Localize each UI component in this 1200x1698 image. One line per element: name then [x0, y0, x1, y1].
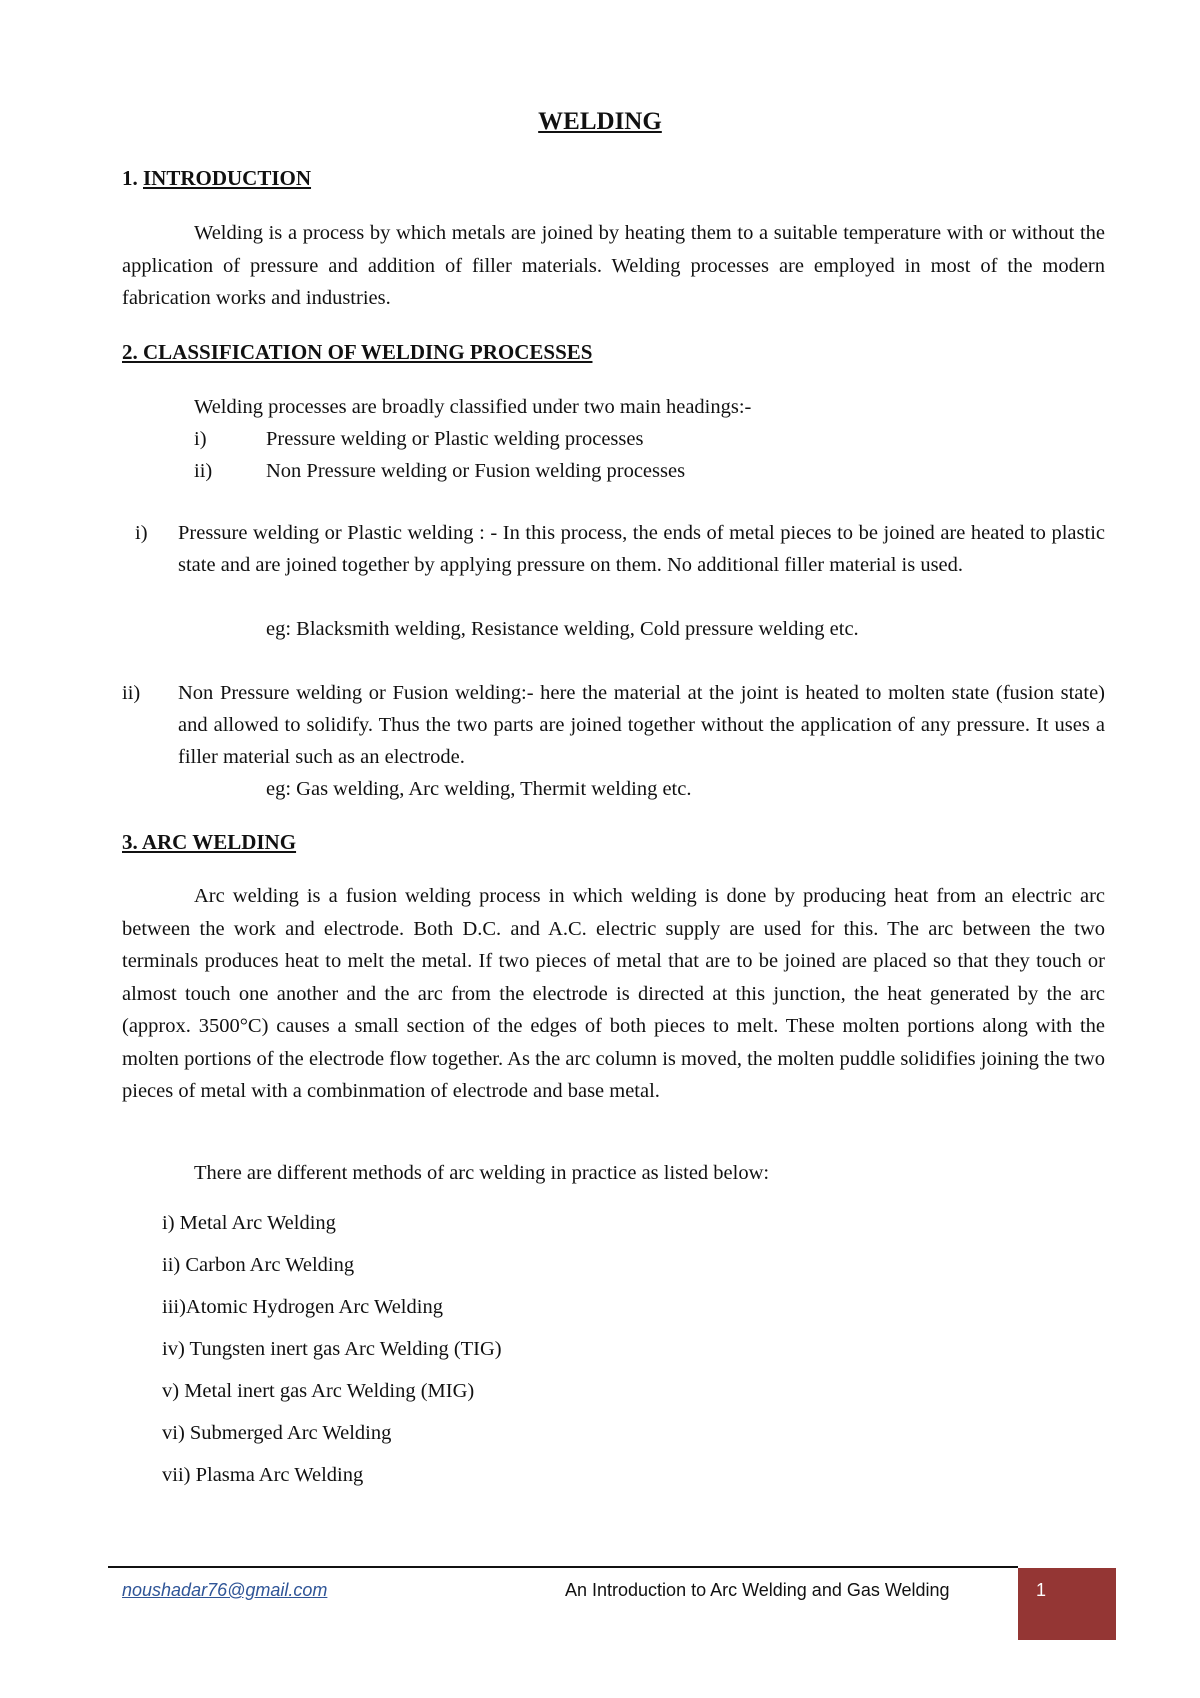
section-heading-arc-welding — [122, 830, 296, 855]
definition-example: eg: Gas welding, Arc welding, Thermit welding etc. — [266, 778, 692, 800]
list-item-text: Pressure welding or Plastic welding processes — [266, 428, 644, 450]
list-marker: iv) — [162, 1338, 185, 1360]
list-item-text: Carbon Arc Welding — [185, 1254, 355, 1276]
document-title: WELDING — [538, 108, 662, 135]
classification-intro: Welding processes are broadly classified under two main headings:- — [194, 396, 752, 418]
list-item — [162, 1252, 354, 1278]
list-marker: ii) — [162, 1254, 181, 1276]
list-item-text: Tungsten inert gas Arc Welding (TIG) — [189, 1338, 502, 1360]
arc-welding-paragraph — [122, 880, 1105, 1108]
definition-marker: i) — [135, 522, 148, 544]
introduction-paragraph — [122, 217, 1105, 315]
page-number-box — [1018, 1568, 1116, 1640]
list-item-text: Submerged Arc Welding — [189, 1422, 392, 1444]
introduction-text: Welding is a process by which metals are joined by heating them to a suitable temperature with or without the application of pressure and addition of filler materials. Welding processes are employed in most of the modern fabrication works and industries. — [122, 222, 1105, 309]
list-item — [162, 1420, 391, 1446]
footer-title: An Introduction to Arc Welding and Gas Welding — [565, 1580, 950, 1600]
list-item — [194, 458, 212, 484]
list-item — [194, 426, 207, 452]
section-heading-introduction — [122, 166, 311, 191]
list-item — [162, 1462, 363, 1488]
list-marker: v) — [162, 1380, 180, 1402]
definition-pressure-welding: Pressure welding or Plastic welding : - In this process, the ends of metal pieces to be joined are heated to plastic state and are joined together by applying pressure on them. No additional filler material is used. — [178, 522, 1105, 576]
section-number: 1. — [122, 166, 138, 190]
section-heading-text: INTRODUCTION — [143, 166, 312, 190]
list-item — [162, 1294, 443, 1320]
section-heading-text: 2. CLASSIFICATION OF WELDING PROCESSES — [122, 340, 593, 364]
list-item — [162, 1336, 502, 1362]
list-item — [162, 1210, 336, 1236]
list-item-text: Metal inert gas Arc Welding (MIG) — [184, 1380, 475, 1402]
list-item — [162, 1378, 474, 1404]
list-marker: i) — [194, 428, 207, 450]
list-item-text: Non Pressure welding or Fusion welding processes — [266, 460, 686, 482]
footer-email-link[interactable]: noushadar76@gmail.com — [122, 1580, 328, 1600]
section-heading-classification — [122, 340, 592, 365]
arc-welding-text: Arc welding is a fusion welding process in which welding is done by producing heat from an electric arc between the work and electrode. Both D.C. and A.C. electric supply are used for this. The arc between the two terminals produces heat to melt the metal. If two pieces of metal that are to be joined are placed so that they touch or almost touch one another and the arc from the electrode is directed at this junction, the heat generated by the arc (approx. 3500°C) causes a small section of the edges of both pieces to melt. These molten portions along with the molten portions of the electrode flow together. As the arc column is moved, the molten puddle solidifies joining the two pieces of metal with a combinmation of electrode and base metal. — [122, 885, 1105, 1102]
list-item-text: Plasma Arc Welding — [195, 1464, 364, 1486]
list-marker: iii) — [162, 1296, 186, 1318]
definition-marker: ii) — [122, 682, 141, 704]
list-marker: ii) — [194, 460, 213, 482]
methods-intro: There are different methods of arc welding in practice as listed below: — [194, 1162, 770, 1184]
definition-fusion-welding: Non Pressure welding or Fusion welding:- here the material at the joint is heated to molten state (fusion state) and allowed to solidify. Thus the two parts are joined together without the application of any pressure. It uses a filler material such as an electrode. — [178, 682, 1105, 768]
list-item-text: Metal Arc Welding — [179, 1212, 336, 1234]
list-marker: i) — [162, 1212, 175, 1234]
definition-example: eg: Blacksmith welding, Resistance welding, Cold pressure welding etc. — [266, 618, 859, 640]
section-heading-text: 3. ARC WELDING — [122, 830, 297, 854]
footer-divider — [108, 1566, 1018, 1568]
page-number: 1 — [1036, 1580, 1047, 1600]
list-marker: vi) — [162, 1422, 185, 1444]
list-marker: vii) — [162, 1464, 191, 1486]
list-item-text: Atomic Hydrogen Arc Welding — [185, 1296, 443, 1318]
